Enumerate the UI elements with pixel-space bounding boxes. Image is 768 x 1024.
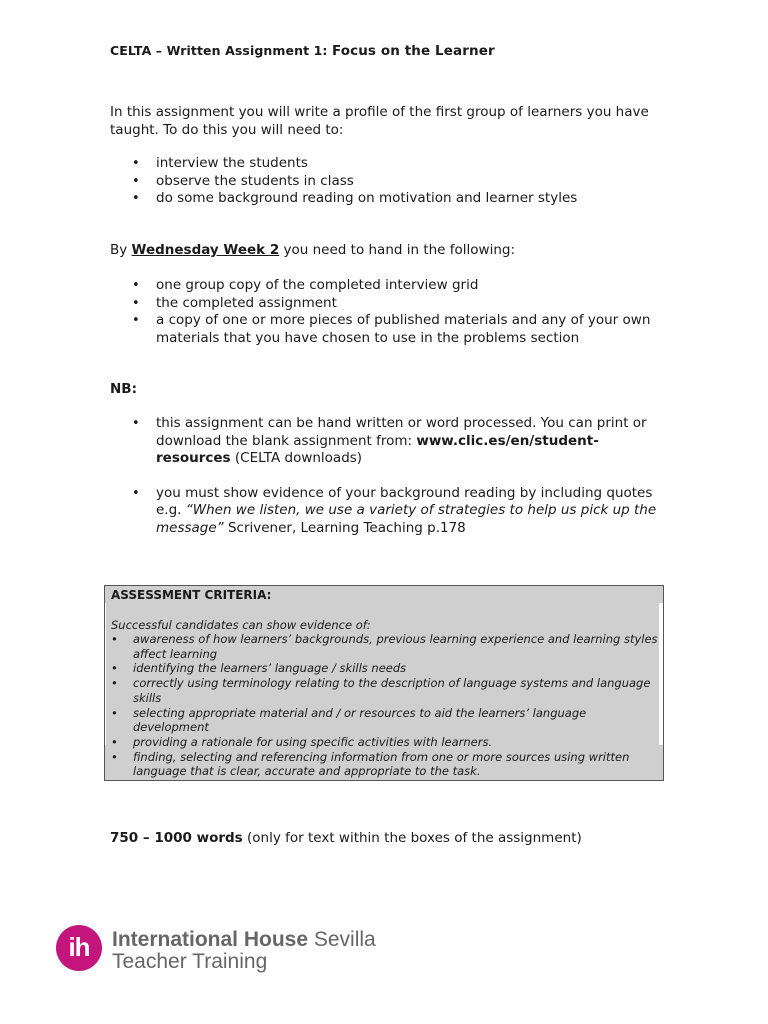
- criteria-item: • identifying the learners’ language / skills needs: [111, 661, 659, 676]
- list-item: • a copy of one or more pieces of published materials and any of your own materials that you have chosen to use in the problems section: [110, 312, 670, 347]
- list-item: • interview the students: [110, 155, 670, 173]
- logo-city: Sevilla: [308, 928, 376, 951]
- list-item: • one group copy of the completed interview grid: [110, 277, 670, 295]
- criteria-list: [111, 632, 659, 779]
- nb-quote: “When we listen, we use a variety of strategies to help us pick up the message”: [156, 502, 657, 536]
- list-item: [110, 485, 670, 538]
- criteria-item: • selecting appropriate material and / or resources to aid the learners’ language development: [111, 706, 659, 735]
- nb-list: [110, 415, 670, 537]
- logo-subtitle: Teacher Training: [112, 950, 268, 973]
- criteria-item: • awareness of how learners’ backgrounds, previous learning experience and learning styles affect learning: [111, 632, 659, 661]
- ih-logo: [56, 925, 416, 975]
- deadline-date: Wednesday Week 2: [131, 242, 280, 258]
- criteria-heading: ASSESSMENT CRITERIA:: [111, 588, 272, 602]
- list-item: • the completed assignment: [110, 295, 670, 313]
- nb-item1-text: this assignment can be hand written or word processed. You can print or download the blank assignment from:: [156, 415, 647, 449]
- logo-name: [112, 928, 376, 952]
- assessment-criteria-box: [104, 585, 664, 781]
- criteria-item: • correctly using terminology relating to the description of language systems and language skills: [111, 676, 659, 705]
- logo-name-bold: International House: [112, 928, 309, 951]
- title-prefix: CELTA – Written Assignment 1:: [110, 43, 332, 58]
- intro-list: [110, 155, 670, 208]
- deadline-suffix: you need to hand in the following:: [279, 242, 516, 258]
- nb-source: Scrivener, Learning Teaching p.178: [223, 519, 466, 536]
- intro-paragraph: In this assignment you will write a profile of the first group of learners you have taught. To do this you will need to:: [110, 104, 649, 138]
- list-item: • observe the students in class: [110, 173, 670, 191]
- deadline-prefix: By: [110, 242, 132, 258]
- nb-item1-suffix: (CELTA downloads): [230, 450, 363, 466]
- word-count-note: (only for text within the boxes of the assignment): [242, 830, 582, 846]
- list-item: [110, 415, 670, 468]
- word-count-range: 750 – 1000 words: [110, 830, 243, 846]
- ih-logo-mark: ih: [56, 925, 102, 971]
- title-main: Focus on the Learner: [331, 43, 495, 59]
- list-item: • do some background reading on motivation and learner styles: [110, 190, 670, 208]
- nb-label: NB:: [110, 381, 137, 397]
- nb-item2-text: you must show evidence of your background reading by including quotes e.g.: [156, 484, 653, 518]
- download-link[interactable]: www.clic.es/en/student-resources: [156, 432, 599, 466]
- criteria-item: • finding, selecting and referencing information from one or more sources using written language that is clear, accurate and appropriate to the task.: [111, 750, 659, 779]
- word-count: [110, 830, 582, 846]
- page-title: [110, 43, 495, 59]
- box-edge: [659, 603, 663, 745]
- handin-list: [110, 277, 670, 347]
- criteria-intro: Successful candidates can show evidence of:: [111, 618, 371, 632]
- criteria-item: • providing a rationale for using specific activities with learners.: [111, 735, 659, 750]
- box-edge: [105, 603, 106, 745]
- deadline-paragraph: [110, 241, 670, 259]
